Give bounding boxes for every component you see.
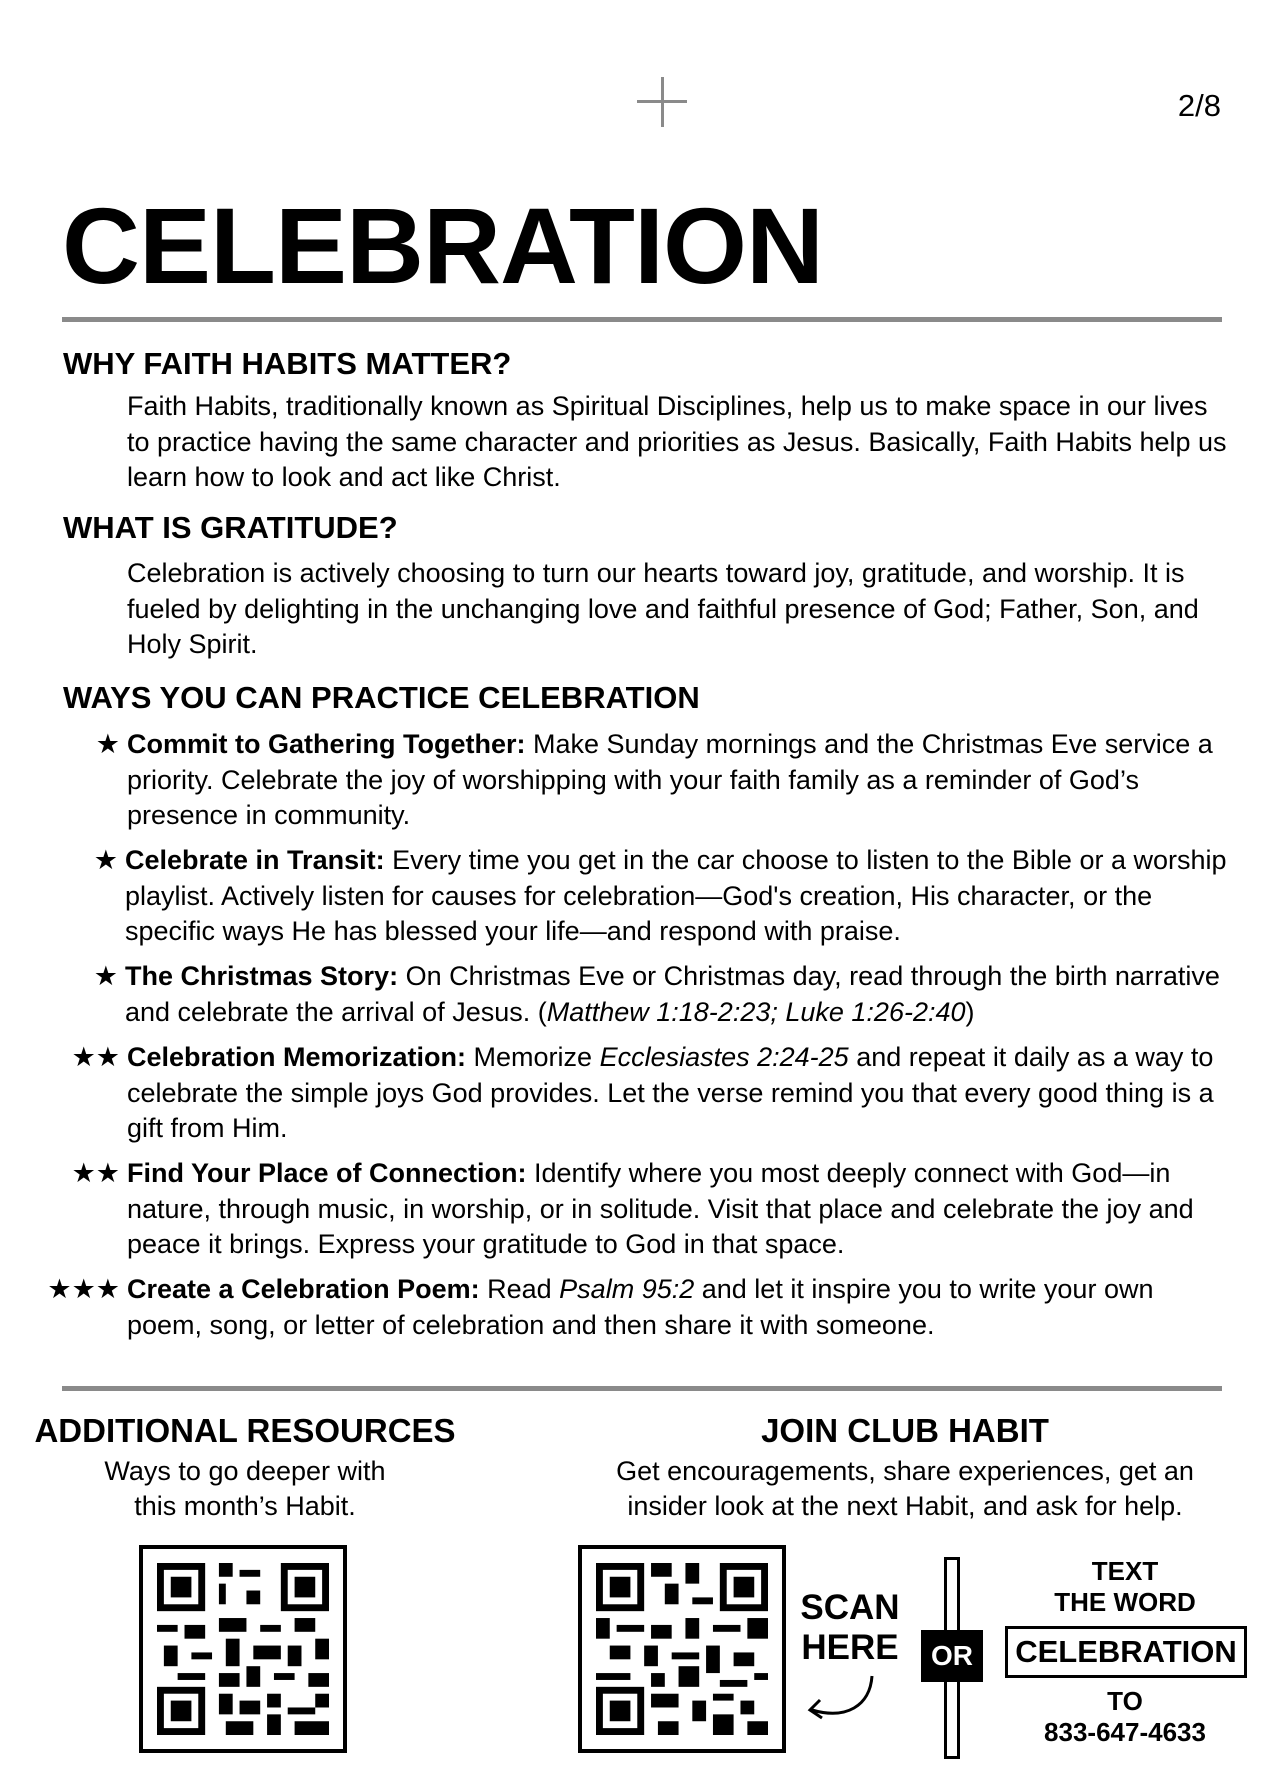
club-section: [560, 1412, 1250, 1524]
divider: [62, 317, 1222, 322]
qr-code-icon: [157, 1563, 329, 1735]
star-rating: ★: [93, 845, 118, 875]
list-item: [127, 727, 1232, 834]
section-heading-ways: WAYS YOU CAN PRACTICE CELEBRATION: [63, 680, 700, 715]
section-heading-what: WHAT IS GRATITUDE?: [63, 510, 398, 545]
text-destination: [1010, 1686, 1240, 1748]
resources-line: this month’s Habit.: [134, 1491, 356, 1521]
item-tail: and let it inspire you to write your own poem, song, or letter of celebration and then share it with someone.: [127, 1274, 1154, 1340]
scan-label-line: HERE: [801, 1628, 899, 1667]
text-line: TEXT: [1091, 1556, 1159, 1586]
phone-number: 833-647-4633: [1044, 1717, 1206, 1747]
divider: [62, 1386, 1222, 1391]
scripture-ref: Matthew 1:18-2:23; Luke 1:26-2:40: [546, 996, 966, 1027]
resources-heading: ADDITIONAL RESOURCES: [34, 1412, 456, 1449]
page-number: 2/8: [1177, 88, 1221, 123]
resources-section: [20, 1412, 470, 1524]
list-item: [125, 959, 1230, 1030]
item-label: Commit to Gathering Together:: [127, 729, 526, 759]
star-rating: ★: [93, 961, 118, 991]
item-label: Create a Celebration Poem:: [127, 1274, 480, 1304]
club-line: Get encouragements, share experiences, get an: [616, 1456, 1194, 1486]
resources-qr-code[interactable]: [139, 1545, 347, 1753]
item-text: Every time you get in the car choose to listen to the Bible or a worship playlist. Actively listen for causes for celebration—God's creation, His character, or the specific ways He has blessed your life—and respond with praise.: [125, 845, 1227, 946]
item-text: On Christmas Eve or Christmas day, read through the birth narrative and celebrate the arrival of Jesus. (: [125, 961, 1220, 1027]
scan-here-label: [795, 1588, 905, 1668]
text-instruction: [1010, 1556, 1240, 1618]
section-heading-why: WHY FAITH HABITS MATTER?: [63, 346, 512, 381]
item-text: Make Sunday mornings and the Christmas Eve service a priority. Celebrate the joy of worshipping with your faith family as a reminder of God’s presence in community.: [127, 729, 1213, 830]
text-keyword: CELEBRATION: [1005, 1626, 1247, 1678]
star-rating: ★★: [71, 1042, 120, 1072]
item-label: Celebrate in Transit:: [125, 845, 385, 875]
list-item: [127, 1272, 1207, 1343]
text-line: THE WORD: [1054, 1587, 1196, 1617]
curved-arrow-icon: [800, 1670, 880, 1730]
club-line: insider look at the next Habit, and ask for help.: [627, 1491, 1183, 1521]
list-item: [127, 1040, 1232, 1147]
list-item: [127, 1156, 1247, 1263]
item-label: Celebration Memorization:: [127, 1042, 467, 1072]
star-rating: ★★★: [47, 1274, 120, 1304]
list-item: [125, 843, 1230, 950]
item-text: Read: [479, 1274, 560, 1304]
qr-code-icon: [596, 1563, 768, 1735]
or-label: OR: [921, 1630, 983, 1682]
star-rating: ★★: [71, 1158, 120, 1188]
club-heading: JOIN CLUB HABIT: [761, 1412, 1049, 1449]
page-title: CELEBRATION: [62, 185, 823, 306]
club-qr-code[interactable]: [578, 1545, 786, 1753]
section-body-why: Faith Habits, traditionally known as Spiritual Disciplines, help us to make space in our lives to practice having the same character and priorities as Jesus. Basically, Faith Habits help us learn how to look and act like Christ.: [127, 391, 1227, 492]
item-label: Find Your Place of Connection:: [127, 1158, 527, 1188]
resources-line: Ways to go deeper with: [104, 1456, 386, 1486]
text-line: TO: [1107, 1686, 1143, 1716]
item-tail: ): [965, 996, 975, 1027]
item-text: Memorize: [466, 1042, 600, 1072]
scripture-ref: Psalm 95:2: [559, 1274, 695, 1304]
star-rating: ★: [95, 729, 120, 759]
item-label: The Christmas Story:: [125, 961, 399, 991]
item-tail: and repeat it daily as a way to celebrate the simple joys God provides. Let the verse remind you that every good thing is a gift from Him.: [127, 1042, 1214, 1143]
crosshair-icon: [637, 77, 687, 127]
scan-label-line: SCAN: [800, 1588, 900, 1627]
item-text: Identify where you most deeply connect with God—in nature, through music, in worship, or in solitude. Visit that place and celebrate the joy and peace it brings. Express your gratitude to God in that space.: [127, 1158, 1194, 1259]
section-body-what: Celebration is actively choosing to turn our hearts toward joy, gratitude, and worship. It is fueled by delighting in the unchanging love and faithful presence of God; Father, Son, and Holy Spirit.: [127, 558, 1199, 659]
scripture-ref: Ecclesiastes 2:24-25: [599, 1042, 849, 1072]
